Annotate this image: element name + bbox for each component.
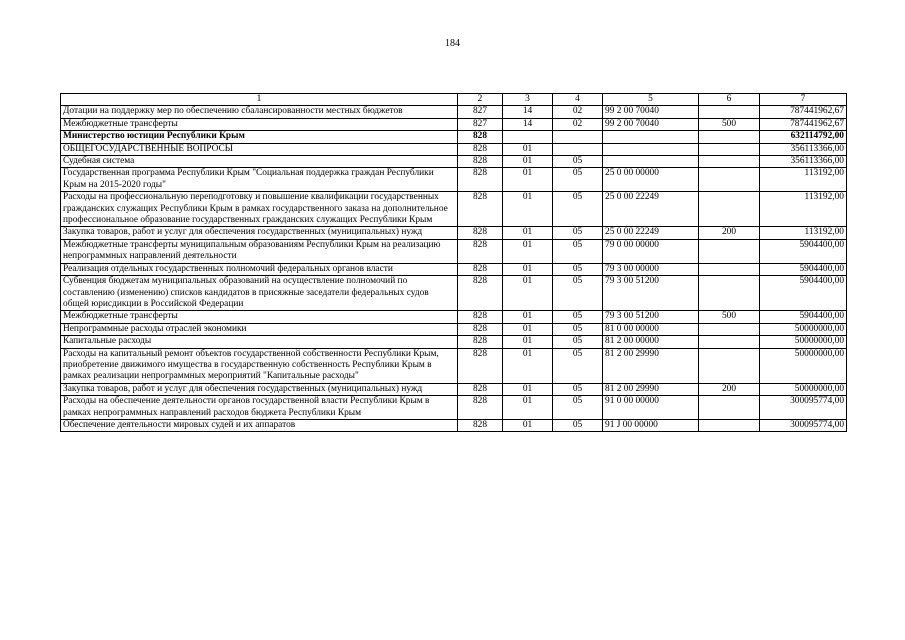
row-subsection-cell: 05 [553, 156, 603, 168]
row-expense-type-cell [699, 396, 760, 420]
row-target-article-cell: 79 0 00 00000 [603, 239, 699, 263]
row-expense-type-cell: 500 [699, 118, 760, 130]
table-row [61, 396, 847, 420]
row-subsection-cell: 05 [553, 192, 603, 227]
row-expense-type-cell [699, 419, 760, 431]
header-col-7: 7 [760, 94, 847, 106]
row-amount-cell: 787441962,67 [760, 118, 847, 130]
row-ministry-code-cell: 828 [458, 336, 503, 348]
row-amount-cell: 300095774,00 [760, 419, 847, 431]
row-subsection-cell: 05 [553, 168, 603, 192]
row-name-cell: Закупка товаров, работ и услуг для обеспечения государственных (муниципальных) нужд [61, 383, 458, 395]
header-col-1: 1 [61, 94, 458, 106]
header-col-4: 4 [553, 94, 603, 106]
row-section-cell: 01 [503, 156, 553, 168]
row-name-cell: ОБЩЕГОСУДАРСТВЕННЫЕ ВОПРОСЫ [61, 143, 458, 155]
row-section-cell: 01 [503, 383, 553, 395]
row-target-article-cell: 81 2 00 00000 [603, 336, 699, 348]
row-amount-cell: 356113366,00 [760, 156, 847, 168]
row-subsection-cell: 05 [553, 263, 603, 275]
row-section-cell: 14 [503, 106, 553, 118]
row-amount-cell: 5904400,00 [760, 276, 847, 311]
table-header-row [61, 94, 847, 106]
row-subsection-cell: 05 [553, 239, 603, 263]
row-name-cell: Реализация отдельных государственных полномочий федеральных органов власти [61, 263, 458, 275]
row-expense-type-cell [699, 348, 760, 383]
row-name-cell: Межбюджетные трансферты муниципальным образованиям Республики Крым на реализацию непрограммных направлений деятельности [61, 239, 458, 263]
row-expense-type-cell [699, 239, 760, 263]
row-target-article-cell: 25 0 00 22249 [603, 192, 699, 227]
row-section-cell: 01 [503, 276, 553, 311]
row-expense-type-cell [699, 276, 760, 311]
row-ministry-code-cell: 828 [458, 419, 503, 431]
row-name-cell: Капитальные расходы [61, 336, 458, 348]
row-subsection-cell: 05 [553, 227, 603, 239]
row-name-cell: Обеспечение деятельности мировых судей и их аппаратов [61, 419, 458, 431]
row-subsection-cell: 02 [553, 118, 603, 130]
row-target-article-cell: 25 0 00 22249 [603, 227, 699, 239]
row-amount-cell: 50000000,00 [760, 336, 847, 348]
row-subsection-cell: 05 [553, 348, 603, 383]
row-target-article-cell [603, 143, 699, 155]
row-target-article-cell: 79 3 00 00000 [603, 263, 699, 275]
row-amount-cell: 50000000,00 [760, 323, 847, 335]
header-col-6: 6 [699, 94, 760, 106]
row-subsection-cell [553, 131, 603, 143]
row-ministry-code-cell: 828 [458, 131, 503, 143]
row-expense-type-cell: 200 [699, 383, 760, 395]
header-col-5: 5 [603, 94, 699, 106]
row-name-cell: Расходы на капитальный ремонт объектов государственной собственности Республики Крым, приобретение движимого имущества в государственную собственность Республики Крым в рамках реализации непрограммных мероприятий "Капитальные расходы" [61, 348, 458, 383]
table-row [61, 239, 847, 263]
row-amount-cell: 300095774,00 [760, 396, 847, 420]
row-expense-type-cell [699, 336, 760, 348]
row-amount-cell: 5904400,00 [760, 311, 847, 323]
row-subsection-cell: 05 [553, 396, 603, 420]
row-ministry-code-cell: 828 [458, 311, 503, 323]
row-ministry-code-cell: 828 [458, 239, 503, 263]
row-expense-type-cell [699, 156, 760, 168]
table-row [61, 131, 847, 143]
row-name-cell: Дотации на поддержку мер по обеспечению сбалансированности местных бюджетов [61, 106, 458, 118]
row-subsection-cell [553, 143, 603, 155]
table-row [61, 227, 847, 239]
table-row [61, 156, 847, 168]
row-name-cell: Судебная система [61, 156, 458, 168]
row-target-article-cell: 79 3 00 51200 [603, 311, 699, 323]
table-row [61, 419, 847, 431]
row-target-article-cell: 99 2 00 70040 [603, 118, 699, 130]
row-section-cell: 01 [503, 143, 553, 155]
row-subsection-cell: 05 [553, 323, 603, 335]
row-target-article-cell: 25 0 00 00000 [603, 168, 699, 192]
row-section-cell: 01 [503, 168, 553, 192]
table-row [61, 263, 847, 275]
row-target-article-cell: 79 3 00 51200 [603, 276, 699, 311]
table-row [61, 192, 847, 227]
row-target-article-cell: 81 2 00 29990 [603, 383, 699, 395]
row-expense-type-cell [699, 323, 760, 335]
row-section-cell: 01 [503, 192, 553, 227]
row-section-cell: 01 [503, 227, 553, 239]
row-subsection-cell: 05 [553, 419, 603, 431]
row-target-article-cell [603, 131, 699, 143]
row-expense-type-cell: 200 [699, 227, 760, 239]
header-col-2: 2 [458, 94, 503, 106]
row-target-article-cell: 81 2 00 29990 [603, 348, 699, 383]
row-section-cell: 01 [503, 396, 553, 420]
row-amount-cell: 113192,00 [760, 227, 847, 239]
row-target-article-cell: 91 0 00 00000 [603, 396, 699, 420]
row-target-article-cell: 81 0 00 00000 [603, 323, 699, 335]
row-name-cell: Межбюджетные трансферты [61, 311, 458, 323]
row-amount-cell: 113192,00 [760, 168, 847, 192]
header-col-3: 3 [503, 94, 553, 106]
page-number: 184 [445, 38, 460, 49]
row-section-cell [503, 131, 553, 143]
row-ministry-code-cell: 828 [458, 348, 503, 383]
table-row [61, 311, 847, 323]
row-section-cell: 01 [503, 239, 553, 263]
row-name-cell: Субвенция бюджетам муниципальных образований на осуществление полномочий по составлению (изменению) списков кандидатов в присяжные заседатели федеральных судов общей юрисдикции в Российской Федерации [61, 276, 458, 311]
row-ministry-code-cell: 828 [458, 143, 503, 155]
row-section-cell: 01 [503, 263, 553, 275]
row-ministry-code-cell: 828 [458, 383, 503, 395]
row-amount-cell: 50000000,00 [760, 348, 847, 383]
table-row [61, 323, 847, 335]
table-row [61, 383, 847, 395]
row-name-cell: Расходы на профессиональную переподготовку и повышение квалификации государственных гражданских служащих Республики Крым в рамках государственного заказа на дополнительное профессиональное образование государственных гражданских служащих Республики Крым [61, 192, 458, 227]
row-target-article-cell [603, 156, 699, 168]
row-section-cell: 01 [503, 323, 553, 335]
row-expense-type-cell [699, 143, 760, 155]
table-row [61, 118, 847, 130]
budget-table [60, 93, 847, 432]
table-row [61, 336, 847, 348]
row-expense-type-cell: 500 [699, 311, 760, 323]
table-row [61, 348, 847, 383]
row-target-article-cell: 91 J 00 00000 [603, 419, 699, 431]
row-ministry-code-cell: 828 [458, 276, 503, 311]
row-section-cell: 01 [503, 419, 553, 431]
row-ministry-code-cell: 828 [458, 263, 503, 275]
row-name-cell: Министерство юстиции Республики Крым [61, 131, 458, 143]
row-amount-cell: 50000000,00 [760, 383, 847, 395]
row-name-cell: Межбюджетные трансферты [61, 118, 458, 130]
row-amount-cell: 632114792,00 [760, 131, 847, 143]
row-name-cell: Расходы на обеспечение деятельности органов государственной власти Республики Крым в рамках непрограммных направлений расходов бюджета Республики Крым [61, 396, 458, 420]
row-ministry-code-cell: 828 [458, 396, 503, 420]
row-ministry-code-cell: 828 [458, 227, 503, 239]
row-expense-type-cell [699, 192, 760, 227]
table-row [61, 168, 847, 192]
row-section-cell: 01 [503, 336, 553, 348]
row-section-cell: 14 [503, 118, 553, 130]
row-section-cell: 01 [503, 311, 553, 323]
row-amount-cell: 5904400,00 [760, 239, 847, 263]
row-expense-type-cell [699, 263, 760, 275]
row-name-cell: Государственная программа Республики Крым "Социальная поддержка граждан Республики Крым на 2015-2020 годы" [61, 168, 458, 192]
row-ministry-code-cell: 827 [458, 106, 503, 118]
row-amount-cell: 787441962,67 [760, 106, 847, 118]
row-subsection-cell: 05 [553, 311, 603, 323]
row-ministry-code-cell: 828 [458, 323, 503, 335]
table-row [61, 106, 847, 118]
row-expense-type-cell [699, 106, 760, 118]
row-amount-cell: 5904400,00 [760, 263, 847, 275]
row-section-cell: 01 [503, 348, 553, 383]
row-subsection-cell: 05 [553, 336, 603, 348]
row-subsection-cell: 02 [553, 106, 603, 118]
row-amount-cell: 356113366,00 [760, 143, 847, 155]
row-subsection-cell: 05 [553, 276, 603, 311]
row-amount-cell: 113192,00 [760, 192, 847, 227]
row-name-cell: Непрограммные расходы отраслей экономики [61, 323, 458, 335]
row-ministry-code-cell: 828 [458, 168, 503, 192]
table-row [61, 276, 847, 311]
row-name-cell: Закупка товаров, работ и услуг для обеспечения государственных (муниципальных) нужд [61, 227, 458, 239]
row-ministry-code-cell: 827 [458, 118, 503, 130]
row-expense-type-cell [699, 131, 760, 143]
row-ministry-code-cell: 828 [458, 156, 503, 168]
row-expense-type-cell [699, 168, 760, 192]
row-ministry-code-cell: 828 [458, 192, 503, 227]
table-row [61, 143, 847, 155]
row-subsection-cell: 05 [553, 383, 603, 395]
row-target-article-cell: 99 2 00 70040 [603, 106, 699, 118]
